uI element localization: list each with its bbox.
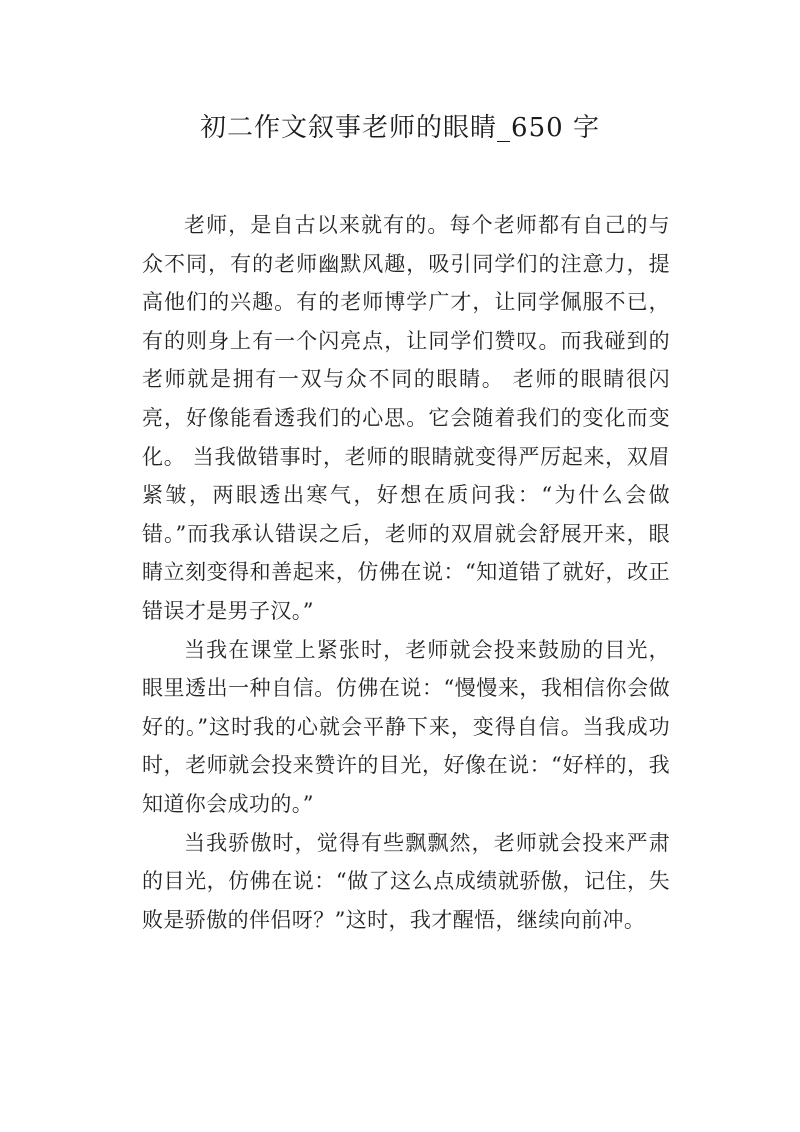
paragraph-1: 老师，是自古以来就有的。每个老师都有自己的与众不同，有的老师幽默风趣，吸引同学们的注意力，提高他们的兴趣。有的老师博学广才，让同学佩服不已，有的则身上有一个闪亮点，让同学们赞叹。而我碰到的老师就是拥有一双与众不同的眼睛。 老师的眼睛很闪亮，好像能看透我们的心思。它会随着我们的变化而变化。 当我做错事时，老师的眼睛就变得严厉起来，双眉紧皱，两眼透出寒气，好想在质问我：“为什么会做错。”而我承认错误之后，老师的双眉就会舒展开来，眼睛立刻变得和善起来，仿佛在说：“知道错了就好，改正错误才是男子汉。” xyxy=(142,213,670,623)
paragraph-3: 当我骄傲时，觉得有些飘飘然，老师就会投来严肃的目光，仿佛在说：“做了这么点成绩就骄傲，记住，失败是骄傲的伴侣呀？”这时，我才醒悟，继续向前冲。 xyxy=(142,830,670,932)
document-title: 初二作文叙事老师的眼睛_650 字 xyxy=(200,113,600,143)
paragraph-2: 当我在课堂上紧张时，老师就会投来鼓励的目光，眼里透出一种自信。仿佛在说：“慢慢来，我相信你会做好的。”这时我的心就会平静下来，变得自信。当我成功时，老师就会投来赞许的目光，好像在说：“好样的，我知道你会成功的。” xyxy=(142,637,670,816)
document-body xyxy=(142,206,670,939)
